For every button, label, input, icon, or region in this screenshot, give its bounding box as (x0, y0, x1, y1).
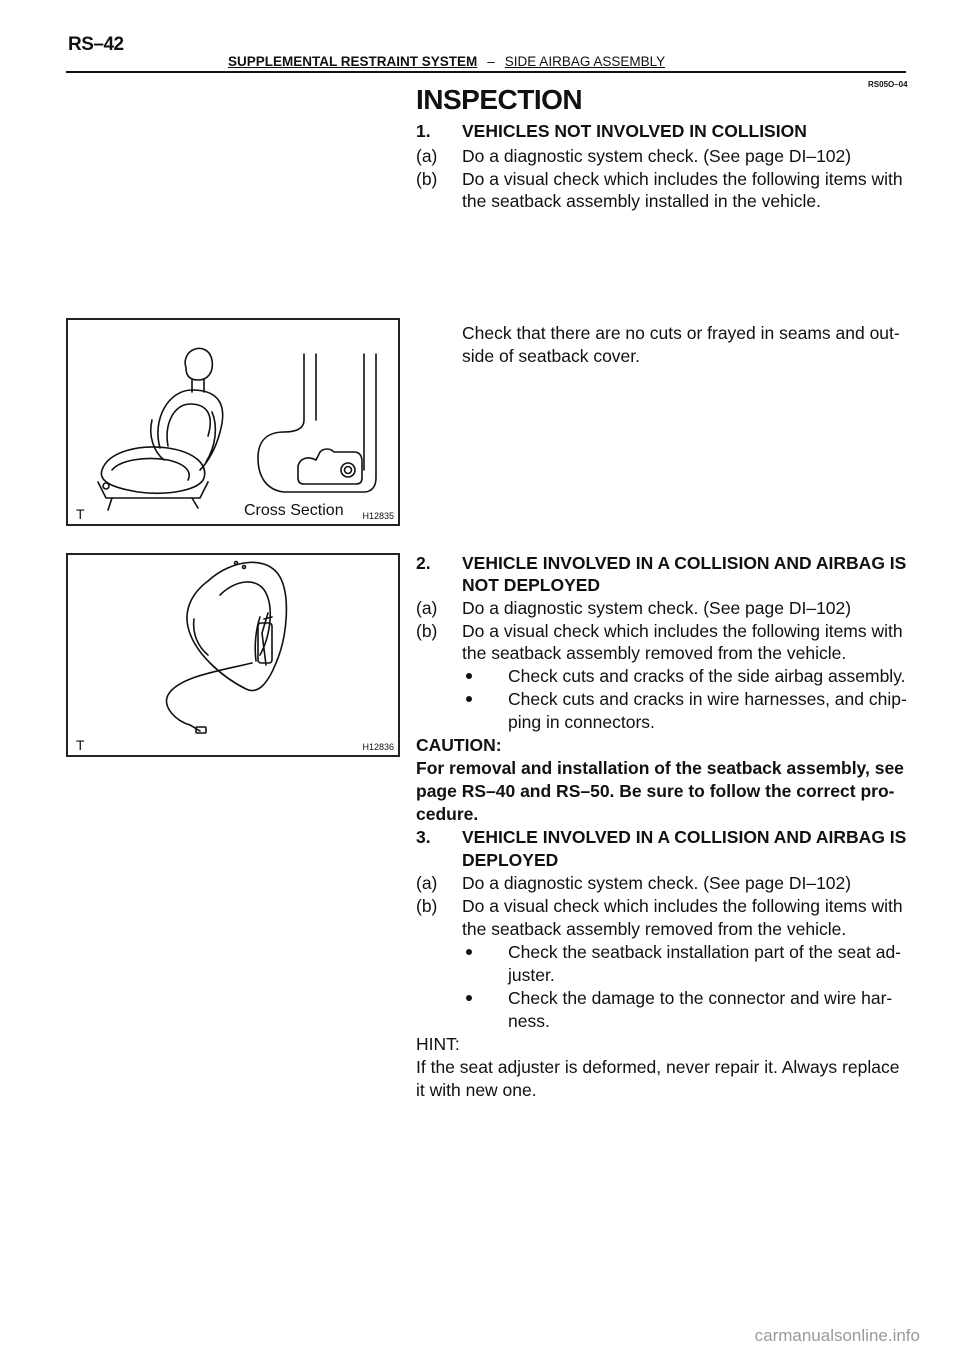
section2-bullet1 (466, 665, 906, 688)
section-header (228, 54, 665, 69)
bullet-dot (466, 995, 472, 1001)
reference-code: RS05O–04 (868, 80, 908, 89)
section3-bullet1 (466, 941, 901, 964)
hint-label: HINT: (416, 1034, 460, 1054)
section2-a-label: (a) (416, 598, 438, 618)
section2-number: 2. (416, 553, 431, 573)
bullet-dot (466, 673, 472, 679)
section3-heading-line1: VEHICLE INVOLVED IN A COLLISION AND AIRBAG IS (462, 827, 907, 847)
section2-bullet1-text: Check cuts and cracks of the side airbag assembly. (508, 666, 906, 686)
figure1-tag: T (76, 506, 85, 522)
figure2-tag: T (76, 737, 85, 753)
section3-b-label: (b) (416, 896, 438, 916)
section3-b-line1: Do a visual check which includes the following items with (462, 896, 903, 916)
section3-b-line2: the seatback assembly removed from the vehicle. (462, 919, 847, 939)
caution-line1: For removal and installation of the seatback assembly, see (416, 758, 904, 778)
page-title: INSPECTION (416, 84, 583, 115)
bullet-dot (466, 949, 472, 955)
figure1-caption: Cross Section (244, 502, 344, 519)
section3-number: 3. (416, 827, 431, 847)
section3-heading-line2: DEPLOYED (462, 850, 559, 870)
figure-seatback-assembly (66, 553, 400, 757)
hint-line1: If the seat adjuster is deformed, never repair it. Always replace (416, 1057, 900, 1077)
figure2-code: H12836 (362, 742, 394, 752)
page-number: RS–42 (68, 34, 124, 55)
section2-heading-line2: NOT DEPLOYED (462, 575, 601, 595)
section2-b-line2: the seatback assembly removed from the vehicle. (462, 643, 847, 663)
seatback-illustration (68, 555, 398, 755)
section1-check-line2: side of seatback cover. (462, 346, 641, 366)
subsection-title: SIDE AIRBAG ASSEMBLY (504, 54, 666, 69)
section1-check-line1: Check that there are no cuts or frayed in seams and out- (462, 323, 900, 343)
caution-label: CAUTION: (416, 735, 502, 755)
section1-a-label: (a) (416, 146, 438, 166)
figure-seat-cross-section (66, 318, 400, 526)
section-title: SUPPLEMENTAL RESTRAINT SYSTEM (228, 54, 478, 69)
section3-bullet2-line2: ness. (508, 1011, 550, 1031)
figure1-code: H12835 (362, 511, 394, 521)
section1-b-line2: the seatback assembly installed in the vehicle. (462, 191, 821, 211)
hint-line2: it with new one. (416, 1080, 537, 1100)
section3-bullet1-line2: juster. (508, 965, 555, 985)
caution-line3: cedure. (416, 804, 479, 824)
section2-bullet2-line2: ping in connectors. (508, 712, 655, 732)
section1-b-line1: Do a visual check which includes the following items with (462, 169, 903, 189)
section2-heading-line1: VEHICLE INVOLVED IN A COLLISION AND AIRBAG IS (462, 553, 907, 573)
section3-bullet1-line1: Check the seatback installation part of the seat ad- (508, 942, 902, 962)
section3-bullet2 (466, 987, 892, 1010)
section1-heading: VEHICLES NOT INVOLVED IN COLLISION (462, 121, 807, 141)
header-dash: – (487, 54, 495, 69)
section3-a-label: (a) (416, 873, 438, 893)
section2-b-label: (b) (416, 621, 438, 641)
section1-number: 1. (416, 121, 431, 141)
section1-a-text: Do a diagnostic system check. (See page DI–102) (462, 146, 852, 166)
section1-b-label: (b) (416, 169, 438, 189)
section2-b-line1: Do a visual check which includes the following items with (462, 621, 903, 641)
section3-a-text: Do a diagnostic system check. (See page DI–102) (462, 873, 852, 893)
watermark: carmanualsonline.info (754, 1326, 920, 1345)
section2-bullet2-line1: Check cuts and cracks in wire harnesses, and chip- (508, 689, 907, 709)
bullet-dot (466, 696, 472, 702)
seat-illustration (68, 320, 398, 524)
header-rule (66, 71, 906, 73)
section2-bullet2 (466, 688, 907, 711)
section2-a-text: Do a diagnostic system check. (See page DI–102) (462, 598, 852, 618)
caution-line2: page RS–40 and RS–50. Be sure to follow the correct pro- (416, 781, 895, 801)
section3-bullet2-line1: Check the damage to the connector and wire har- (508, 988, 893, 1008)
